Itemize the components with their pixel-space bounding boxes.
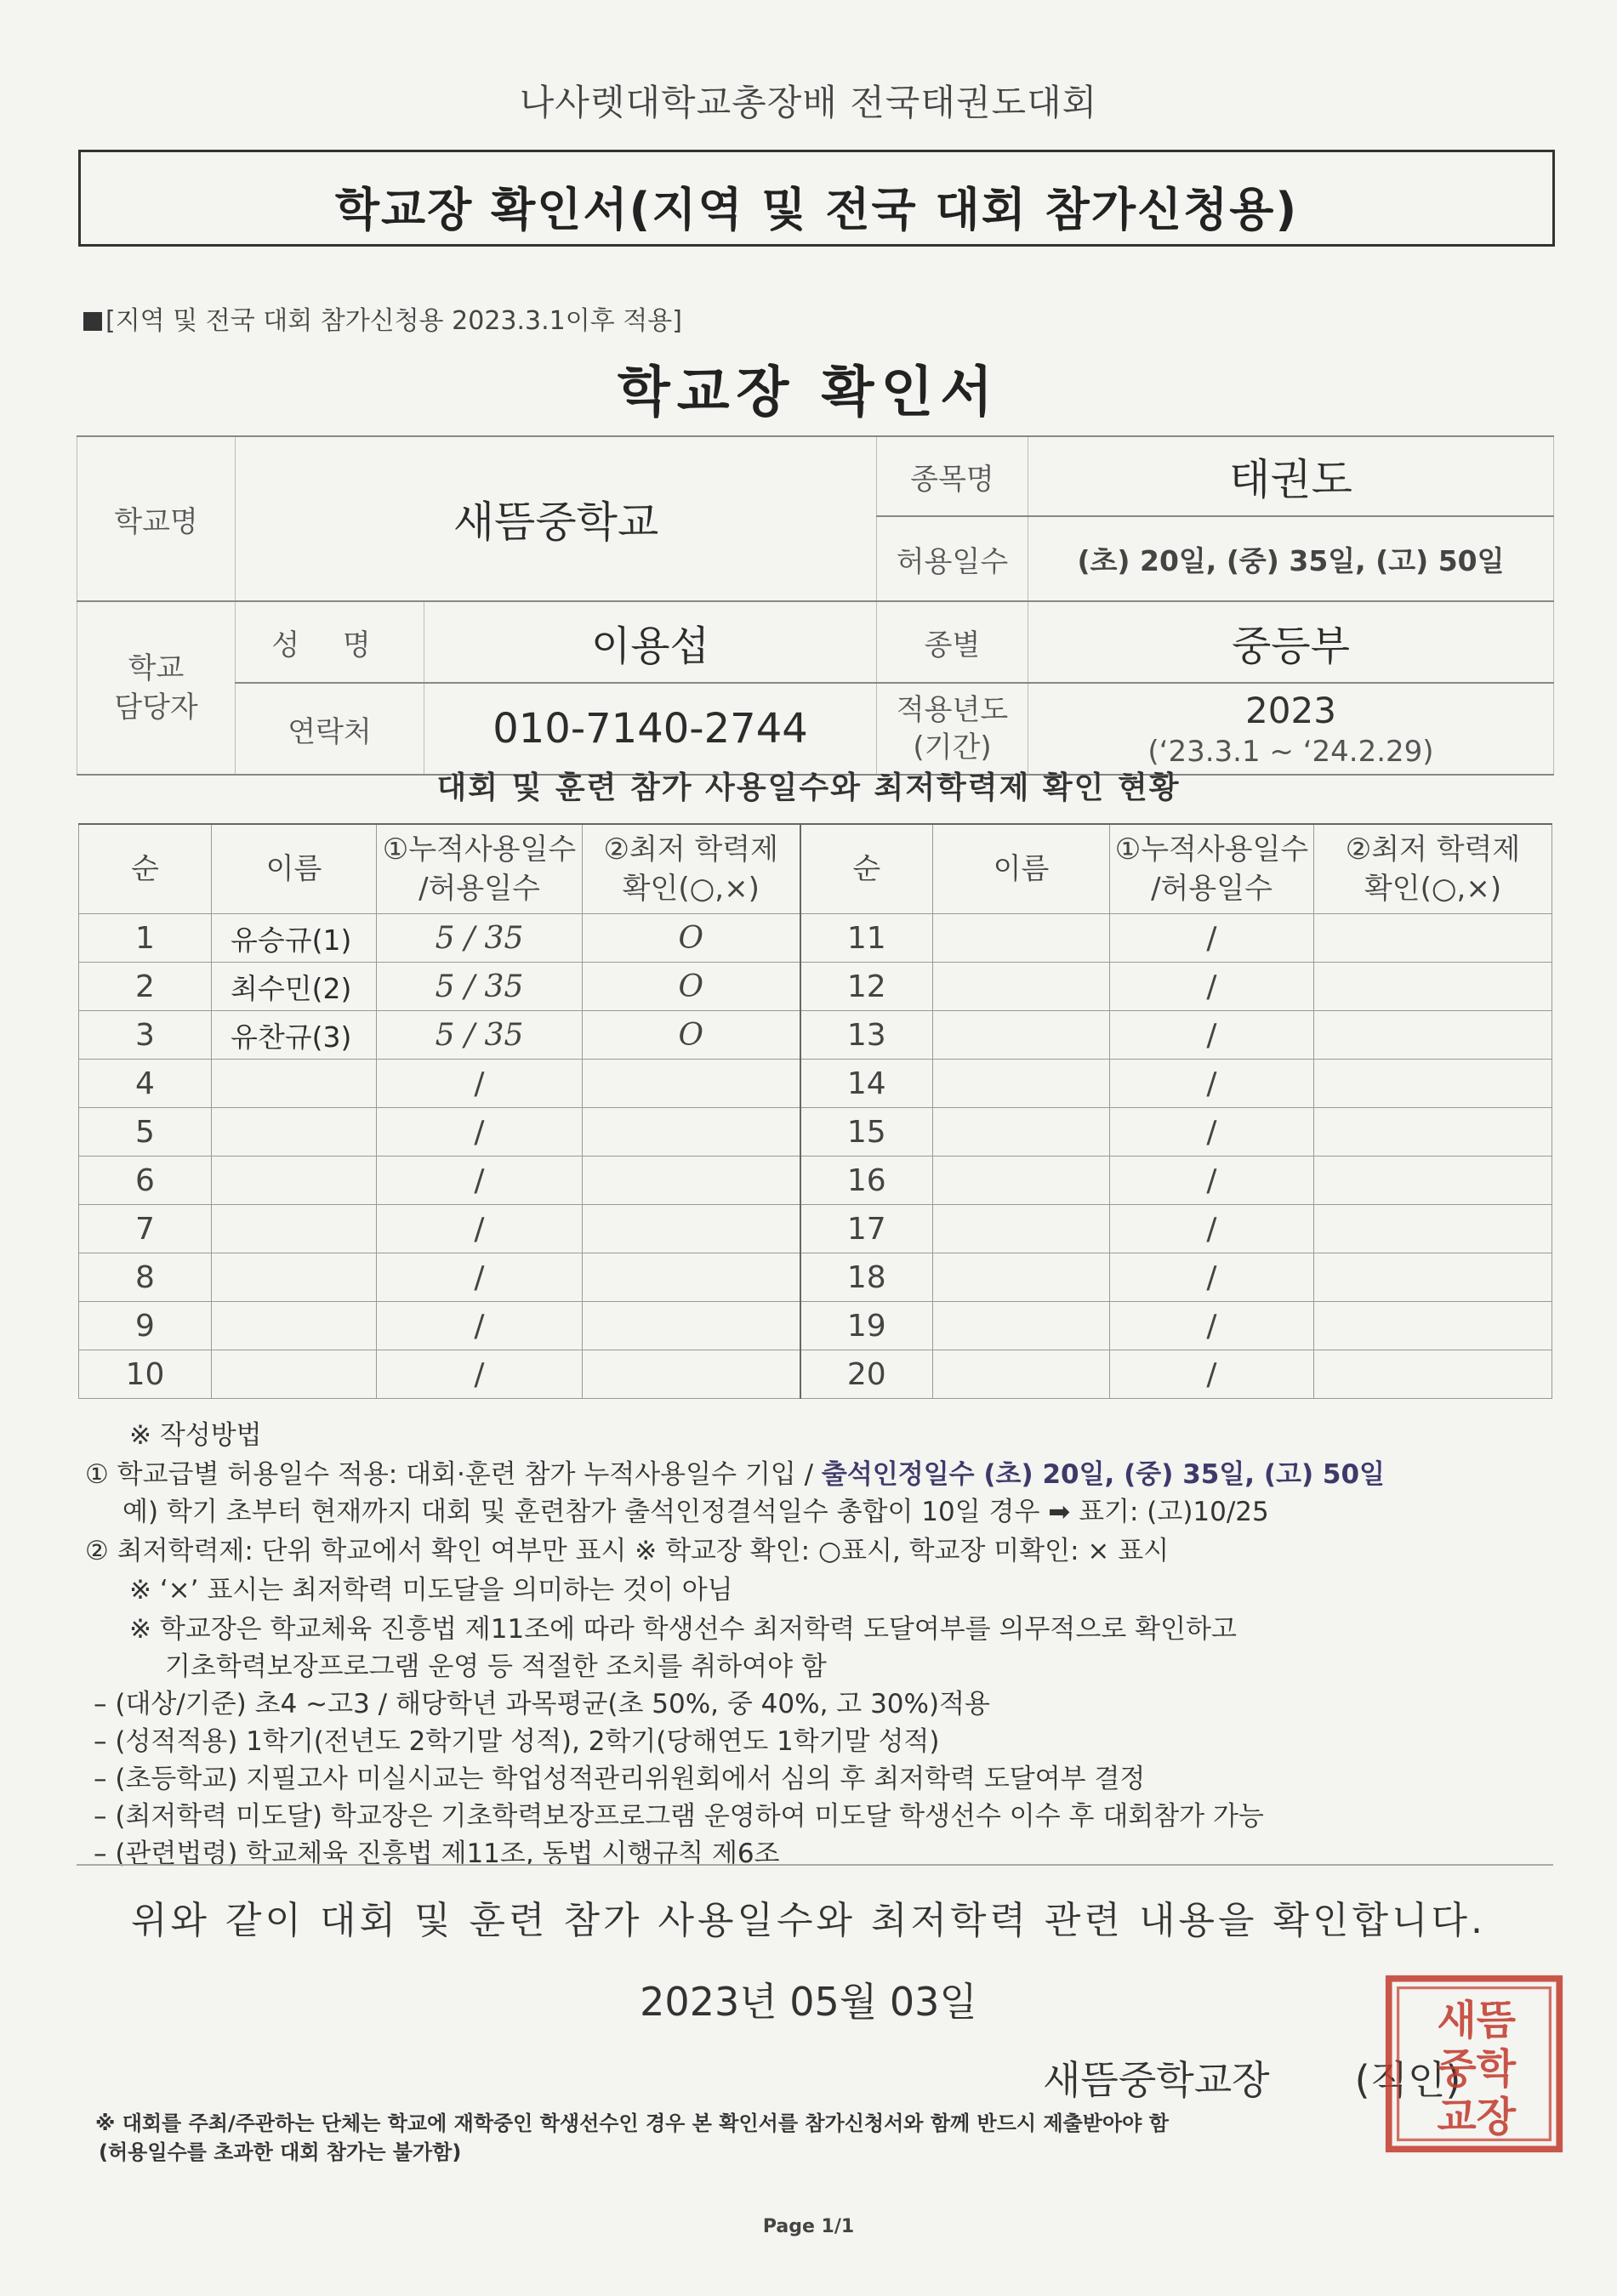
box-title: 학교장 확인서(지역 및 전국 대회 참가신청용) [334,183,1299,236]
student-name: 유찬규(3) [212,1011,377,1060]
row-number: 2 [79,963,212,1011]
student-name [933,963,1110,1011]
student-name [933,1350,1110,1399]
min-academic-check [1314,1205,1552,1253]
name-value: 이용섭 [424,601,877,683]
usage-days: / [1110,914,1314,963]
row-number: 13 [800,1011,933,1060]
usage-days: / [377,1157,583,1205]
min-academic-check: O [583,1011,800,1060]
year-value: 2023 [1245,689,1336,731]
student-name [933,1253,1110,1302]
note-4b: 기초학력보장프로그램 운영 등 적절한 조치를 취하여야 함 [165,1651,827,1682]
school-label: 학교명 [77,436,236,601]
row-number: 11 [800,914,933,963]
table-row [79,1011,1552,1060]
confirm-statement: 위와 같이 대회 및 훈련 참가 사용일수와 최저학력 관련 내용을 확인합니다. [131,1899,1486,1942]
note-1-text: ① 학교급별 허용일수 적용: 대회·훈련 참가 누적사용일수 기입 / [85,1459,822,1490]
issue-date: 2023년 05월 03일 [640,1979,977,2025]
min-academic-check [1314,1011,1552,1060]
table-row [79,1302,1552,1350]
row-number: 19 [800,1302,933,1350]
min-academic-check [583,1302,800,1350]
notes-title: ※ 작성방법 [129,1420,262,1451]
usage-days: / [377,1108,583,1157]
divider [77,1864,1553,1866]
usage-days: / [1110,1157,1314,1205]
row-number: 10 [79,1350,212,1399]
usage-days: 5 / 35 [377,914,583,963]
usage-days: / [1110,1302,1314,1350]
note-5: – (대상/기준) 초4 ~고3 / 해당학년 과목평균(초 50%, 중 40%, 고 30%)적용 [94,1689,990,1719]
min-academic-check [1314,1157,1552,1205]
svg-text:새뜸: 새뜸 [1437,1997,1517,2045]
min-academic-check [583,1205,800,1253]
note-2: ② 최저학력제: 단위 학교에서 확인 여부만 표시 ※ 학교장 확인: ○표시, 학교장 미확인: × 표시 [85,1536,1170,1566]
student-name [933,1060,1110,1108]
table-heading: 대회 및 훈련 참가 사용일수와 최저학력제 확인 현황 [436,770,1181,805]
note-9: – (관련법령) 학교체육 진흥법 제11조, 동법 시행규칙 제6조 [94,1839,780,1869]
student-name [212,1205,377,1253]
footnote-line-2: (허용일수를 초과한 대회 참가는 불가함) [99,2140,462,2164]
col-no-header: 순 [79,824,212,914]
row-number: 15 [800,1108,933,1157]
usage-days: / [1110,1205,1314,1253]
student-name [933,1205,1110,1253]
info-table [77,435,1554,776]
note-4a: ※ 학교장은 학교체육 진흥법 제11조에 따라 학생선수 최저학력 도달여부를 의무적으로 확인하고 [129,1614,1237,1645]
row-number: 18 [800,1253,933,1302]
footnote-line-1: ※ 대회를 주최/주관하는 단체는 학교에 재학중인 학생선수인 경우 본 확인서를 참가신청서와 함께 반드시 제출받아야 함 [95,2111,1169,2135]
square-bullet-icon [83,312,102,331]
col-name-header: 이름 [212,824,377,914]
usage-days: / [377,1253,583,1302]
student-name [933,1108,1110,1157]
category-value: 중등부 [1028,601,1554,683]
form-note [83,299,682,337]
usage-table [78,823,1552,1399]
min-academic-check [583,1350,800,1399]
student-name [212,1350,377,1399]
year-label: 적용년도 (기간) [877,683,1028,775]
col-days-header: ①누적사용일수 /허용일수 [1110,824,1314,914]
note-1 [85,1452,1385,1491]
allowed-label: 허용일수 [877,516,1028,601]
table-row [79,1108,1552,1157]
note-1-highlight: 출석인정일수 (초) 20일, (중) 35일, (고) 50일 [821,1459,1386,1490]
row-number: 1 [79,914,212,963]
student-name [212,1302,377,1350]
col-days-header: ①누적사용일수 /허용일수 [377,824,583,914]
usage-days: 5 / 35 [377,1011,583,1060]
school-value: 새뜸중학교 [236,436,877,601]
table-row [79,914,1552,963]
form-heading: 학교장 확인서 [617,361,1000,424]
year-cell [1028,683,1554,775]
table-row [79,1350,1552,1399]
row-number: 6 [79,1157,212,1205]
category-label: 종별 [877,601,1028,683]
row-number: 8 [79,1253,212,1302]
min-academic-check [1314,1060,1552,1108]
student-name [212,1108,377,1157]
col-no-header: 순 [800,824,933,914]
min-academic-check [1314,914,1552,963]
table-row [79,963,1552,1011]
min-academic-check [1314,1302,1552,1350]
usage-days: / [377,1302,583,1350]
row-number: 3 [79,1011,212,1060]
form-note-text: [지역 및 전국 대회 참가신청용 2023.3.1이후 적용] [105,306,682,336]
usage-days: / [377,1205,583,1253]
note-8: – (최저학력 미도달) 학교장은 기초학력보장프로그램 운영하여 미도달 학생선수 이수 후 대회참가 가능 [94,1801,1264,1832]
usage-days: / [1110,1108,1314,1157]
allowed-value: (초) 20일, (중) 35일, (고) 50일 [1028,516,1554,601]
usage-days: / [1110,1060,1314,1108]
min-academic-check [1314,963,1552,1011]
name-label: 성 명 [236,601,424,683]
svg-text:중학: 중학 [1437,2044,1517,2093]
row-number: 17 [800,1205,933,1253]
contact-label: 연락처 [236,683,424,775]
usage-days: / [377,1060,583,1108]
col-check-header: ②최저 학력제 확인(○,×) [1314,824,1552,914]
note-3: ※ ‘×’ 표시는 최저학력 미도달을 의미하는 것이 아님 [129,1575,733,1605]
row-number: 9 [79,1302,212,1350]
table-row [79,1060,1552,1108]
table-row [79,1253,1552,1302]
row-number: 5 [79,1108,212,1157]
min-academic-check [583,1108,800,1157]
footnote [95,2109,1169,2167]
period-value: (‘23.3.1 ~ ‘24.2.29) [1147,734,1434,769]
col-check-header: ②최저 학력제 확인(○,×) [583,824,800,914]
student-name [933,914,1110,963]
student-name [212,1253,377,1302]
usage-days: / [1110,1350,1314,1399]
event-title: 나사렛대학교총장배 전국태권도대회 [519,82,1098,123]
note-7: – (초등학교) 지필고사 미실시교는 학업성적관리위원회에서 심의 후 최저학력 도달여부 결정 [94,1764,1146,1794]
min-academic-check [583,1253,800,1302]
sport-label: 종목명 [877,436,1028,516]
min-academic-check [583,1157,800,1205]
student-name: 최수민(2) [212,963,377,1011]
student-name [933,1011,1110,1060]
usage-days: / [377,1350,583,1399]
manager-label: 학교 담당자 [77,601,236,775]
school-seal-stamp [1381,1971,1567,2157]
svg-text:교장: 교장 [1437,2093,1517,2141]
note-1-example: 예) 학기 초부터 현재까지 대회 및 훈련참가 출석인정결석일수 총합이 10일 경우 ➡ 표기: (고)10/25 [122,1497,1269,1527]
usage-days: / [1110,963,1314,1011]
row-number: 7 [79,1205,212,1253]
min-academic-check: O [583,963,800,1011]
table-row [79,1205,1552,1253]
col-name-header: 이름 [933,824,1110,914]
contact-value: 010-7140-2744 [424,683,877,775]
usage-days: / [1110,1253,1314,1302]
sport-value: 태권도 [1028,436,1554,516]
student-name [212,1060,377,1108]
usage-days: 5 / 35 [377,963,583,1011]
row-number: 4 [79,1060,212,1108]
min-academic-check [583,1060,800,1108]
principal-name: 새뜸중학교장 [1043,2057,1270,2103]
student-name [933,1302,1110,1350]
min-academic-check [1314,1350,1552,1399]
min-academic-check [1314,1253,1552,1302]
row-number: 16 [800,1157,933,1205]
min-academic-check: O [583,914,800,963]
row-number: 12 [800,963,933,1011]
row-number: 20 [800,1350,933,1399]
usage-days: / [1110,1011,1314,1060]
min-academic-check [1314,1108,1552,1157]
note-6: – (성적적용) 1학기(전년도 2학기말 성적), 2학기(당해연도 1학기말 성적) [94,1726,940,1757]
seal-mark: (직인) [1354,2057,1461,2103]
student-name [212,1157,377,1205]
row-number: 14 [800,1060,933,1108]
page-number: Page 1/1 [762,2216,855,2237]
student-name [933,1157,1110,1205]
student-name: 유승규(1) [212,914,377,963]
table-row [79,1157,1552,1205]
